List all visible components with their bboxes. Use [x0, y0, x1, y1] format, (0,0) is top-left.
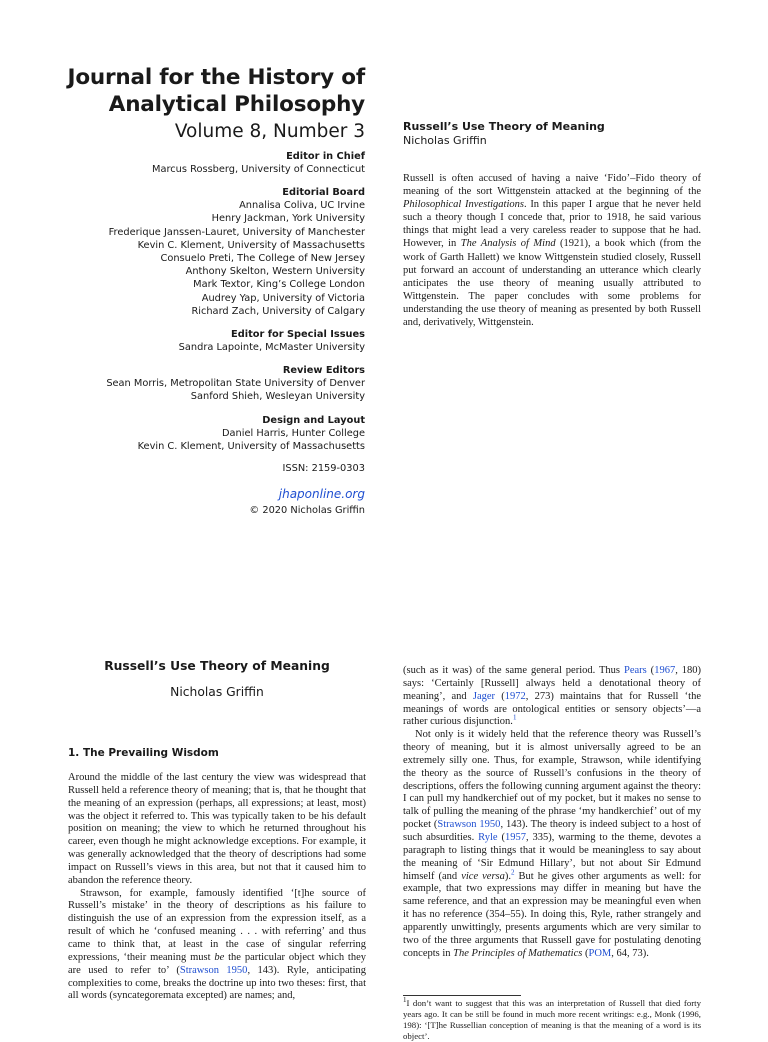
text-run: the particular object which they are used to refer to’ ( [68, 951, 366, 976]
board-member: Henry Jackman, York University [211, 213, 365, 225]
text-run: , 64, 73). [611, 947, 649, 959]
paragraph [403, 665, 701, 729]
citation-link[interactable]: POM [588, 947, 612, 959]
abstract-italic-title: The Analysis of Mind [460, 238, 556, 250]
body-column-left [68, 772, 366, 1024]
citation-link[interactable]: Pears [623, 665, 647, 676]
abstract-text [403, 172, 701, 329]
text-run: , 143). Ryle, anticipating complexities to come, breaks the doctrine up into two theses: first, that all words (syncategoremata excepted) are names; and, [68, 964, 366, 1002]
footnote-number: 1 [403, 996, 407, 1005]
book-title: The Principles of Mathematics [453, 947, 583, 959]
article-author: Nicholas Griffin [170, 685, 264, 699]
text-run: , 335), warming to the theme, devotes a paragraph to listing things that it would be meaningless to say about the meaning of ‘Sir Edmund Hillary’, but not about Sir Edmund himself (and [403, 831, 701, 882]
body-column-right [403, 665, 701, 1000]
journal-masthead [60, 64, 365, 517]
abstract-title: Russell’s Use Theory of Meaning [403, 120, 605, 133]
footnote-rule [403, 995, 521, 996]
footnote [403, 996, 701, 1041]
special-issues-label: Editor for Special Issues [231, 329, 365, 341]
text-run: , 273) maintains that for Russell ‘the meanings of words are ontological entities or sensory objects’—a rather curious disjunction. [403, 690, 701, 728]
footnote-text: I don’t want to suggest that this was an interpretation of Russell that died forty years ago. It can be still be found in much more recent writings: e.g., Monk (1996, 198): ‘[T]he Russellian conception of meaning is that the meaning of a word is its object’. [403, 998, 701, 1041]
citation-link[interactable]: 1967 [654, 665, 676, 676]
journal-title-line1: Journal for the History of [67, 65, 365, 90]
review-editors-label: Review Editors [282, 365, 365, 377]
text-run: ( [497, 831, 505, 843]
article-title: Russell’s Use Theory of Meaning [104, 659, 330, 673]
special-issues-editor: Sandra Lapointe, McMaster University [178, 342, 365, 354]
section-heading: 1. The Prevailing Wisdom [68, 747, 219, 759]
emphasis: vice versa [461, 870, 505, 882]
paragraph [403, 729, 701, 960]
issn: ISSN: 2159-0303 [282, 463, 365, 475]
copyright: © 2020 Nicholas Griffin [249, 505, 365, 517]
citation-link[interactable]: 1957 [504, 831, 526, 843]
journal-title-line2: Analytical Philosophy [108, 92, 365, 117]
footnote-marker[interactable]: 2 [511, 868, 515, 876]
editor-in-chief-name: Marcus Rossberg, University of Connecticut [152, 164, 365, 175]
journal-website-link[interactable]: jhaponline.org [278, 487, 365, 502]
citation-link[interactable]: Ryle [478, 831, 498, 843]
journal-volume: Volume 8, Number 3 [174, 121, 365, 142]
board-member: Frederique Janssen-Lauret, University of Manchester [108, 226, 365, 238]
emphasis: be [214, 951, 225, 963]
article-header [68, 657, 366, 701]
text-run: But he gives other arguments as well: for example, that two expressions may differ in meaning but have the same reference, and that an expression may be meaningful even when it has no reference (354–55). In doing this, Ryle, rather strangely and apparently unwittingly, presents arguments which are very similar to two of the three arguments that Russell gave for postulating denoting concepts in [403, 870, 701, 959]
text-run: ). [504, 870, 511, 882]
citation-link[interactable]: Strawson 1950 [437, 819, 501, 831]
abstract-block [403, 120, 701, 329]
paragraph [68, 888, 366, 1004]
design-layout-label: Design and Layout [262, 414, 365, 426]
citation-link[interactable]: Strawson 1950 [179, 964, 248, 976]
text-run: ( [495, 690, 505, 702]
abstract-text-part: . In this paper I argue that he never held such a theory though I concede that, prior to 1918, he said various things that might lead a very careless reader to suppose that he had. However, in [403, 199, 701, 250]
board-member: Mark Textor, King’s College London [193, 279, 365, 291]
text-run: , 143). The theory is indeed subject to a host of such absurdities. [403, 819, 701, 843]
board-member: Audrey Yap, University of Victoria [201, 292, 365, 304]
review-editor: Sean Morris, Metropolitan State University of Denver [106, 378, 365, 390]
abstract-author: Nicholas Griffin [403, 134, 487, 147]
editor-in-chief-label: Editor in Chief [286, 151, 365, 162]
abstract-italic-title: Philosophical Investigations [403, 199, 524, 211]
footnote-marker[interactable]: 1 [512, 713, 517, 722]
text-run: ( [646, 665, 655, 676]
board-member: Annalisa Coliva, UC Irvine [239, 200, 365, 212]
text-run: ( [582, 947, 589, 959]
board-member: Richard Zach, University of Calgary [191, 305, 365, 317]
text-run: Strawson, for example, famously identified ‘[t]he source of Russell’s mistake’ in the theory of descriptions as his failure to distinguish the use of an expression from the expression itself, as a result of which he ‘confused meaning . . . with referring’ and thus came to think that, at least in the case of singular referring expressions, ‘their meaning must [68, 887, 366, 963]
citation-link[interactable]: Jager [472, 690, 496, 702]
designer: Kevin C. Klement, University of Massachusetts [137, 440, 365, 452]
text-run: (such as it was) of the same general period. Thus [403, 665, 624, 676]
text-run: , 180) says: ‘Certainly [Russell] always held a denotational theory of meaning’, and [403, 665, 702, 702]
review-editor: Sanford Shieh, Wesleyan University [190, 391, 365, 403]
board-member: Consuelo Preti, The College of New Jersey [160, 253, 365, 265]
editorial-board-label: Editorial Board [282, 187, 365, 199]
abstract-text-part: (1921), a book which (from the work of Garth Hallett) we know Wittgenstein studied closely, Russell put forward an account of understanding an utterance which clearly anticipates the use theory of meaning usually attributed to Wittgenstein. The paper concludes with some problems for understanding the use theory of meaning as presented by both Russell and, derivatively, Wittgenstein. [403, 238, 701, 329]
designer: Daniel Harris, Hunter College [222, 427, 365, 439]
board-member: Kevin C. Klement, University of Massachusetts [137, 239, 365, 251]
board-member: Anthony Skelton, Western University [185, 266, 365, 278]
paragraph: Around the middle of the last century the view was widespread that Russell held a reference theory of meaning; that is, that he thought that the meaning of an expression (perhaps, all expressions; at least, most) was the object it referred to. This was typically taken to be his default position on meaning; the view to which he returned throughout his career, even though he might acknowledge exceptions. For example, it was generally acknowledged that the theory of descriptions had some impact on Russell’s views in this area, but not that it caused him to abandon the reference theory. [68, 772, 366, 886]
citation-link[interactable]: 1972 [504, 690, 526, 702]
text-run: Not only is it widely held that the reference theory was Russell’s theory of meaning, but it is almost universally agreed to be an extremely silly one. Thus, for example, Strawson, while identifying the theory as the source of Russell’s confusions in the theory of descriptions, offers the following cunning argument against the theory: I can pull my handkerchief out of my pocket, but it makes no sense to talk of pulling the meaning of the phrase ‘my handkerchief’ out of my pocket ( [403, 729, 701, 831]
abstract-text-part: Russell is often accused of having a naive ‘Fido’–Fido theory of meaning of the sort Wittgenstein attacked at the beginning of the [403, 173, 701, 198]
